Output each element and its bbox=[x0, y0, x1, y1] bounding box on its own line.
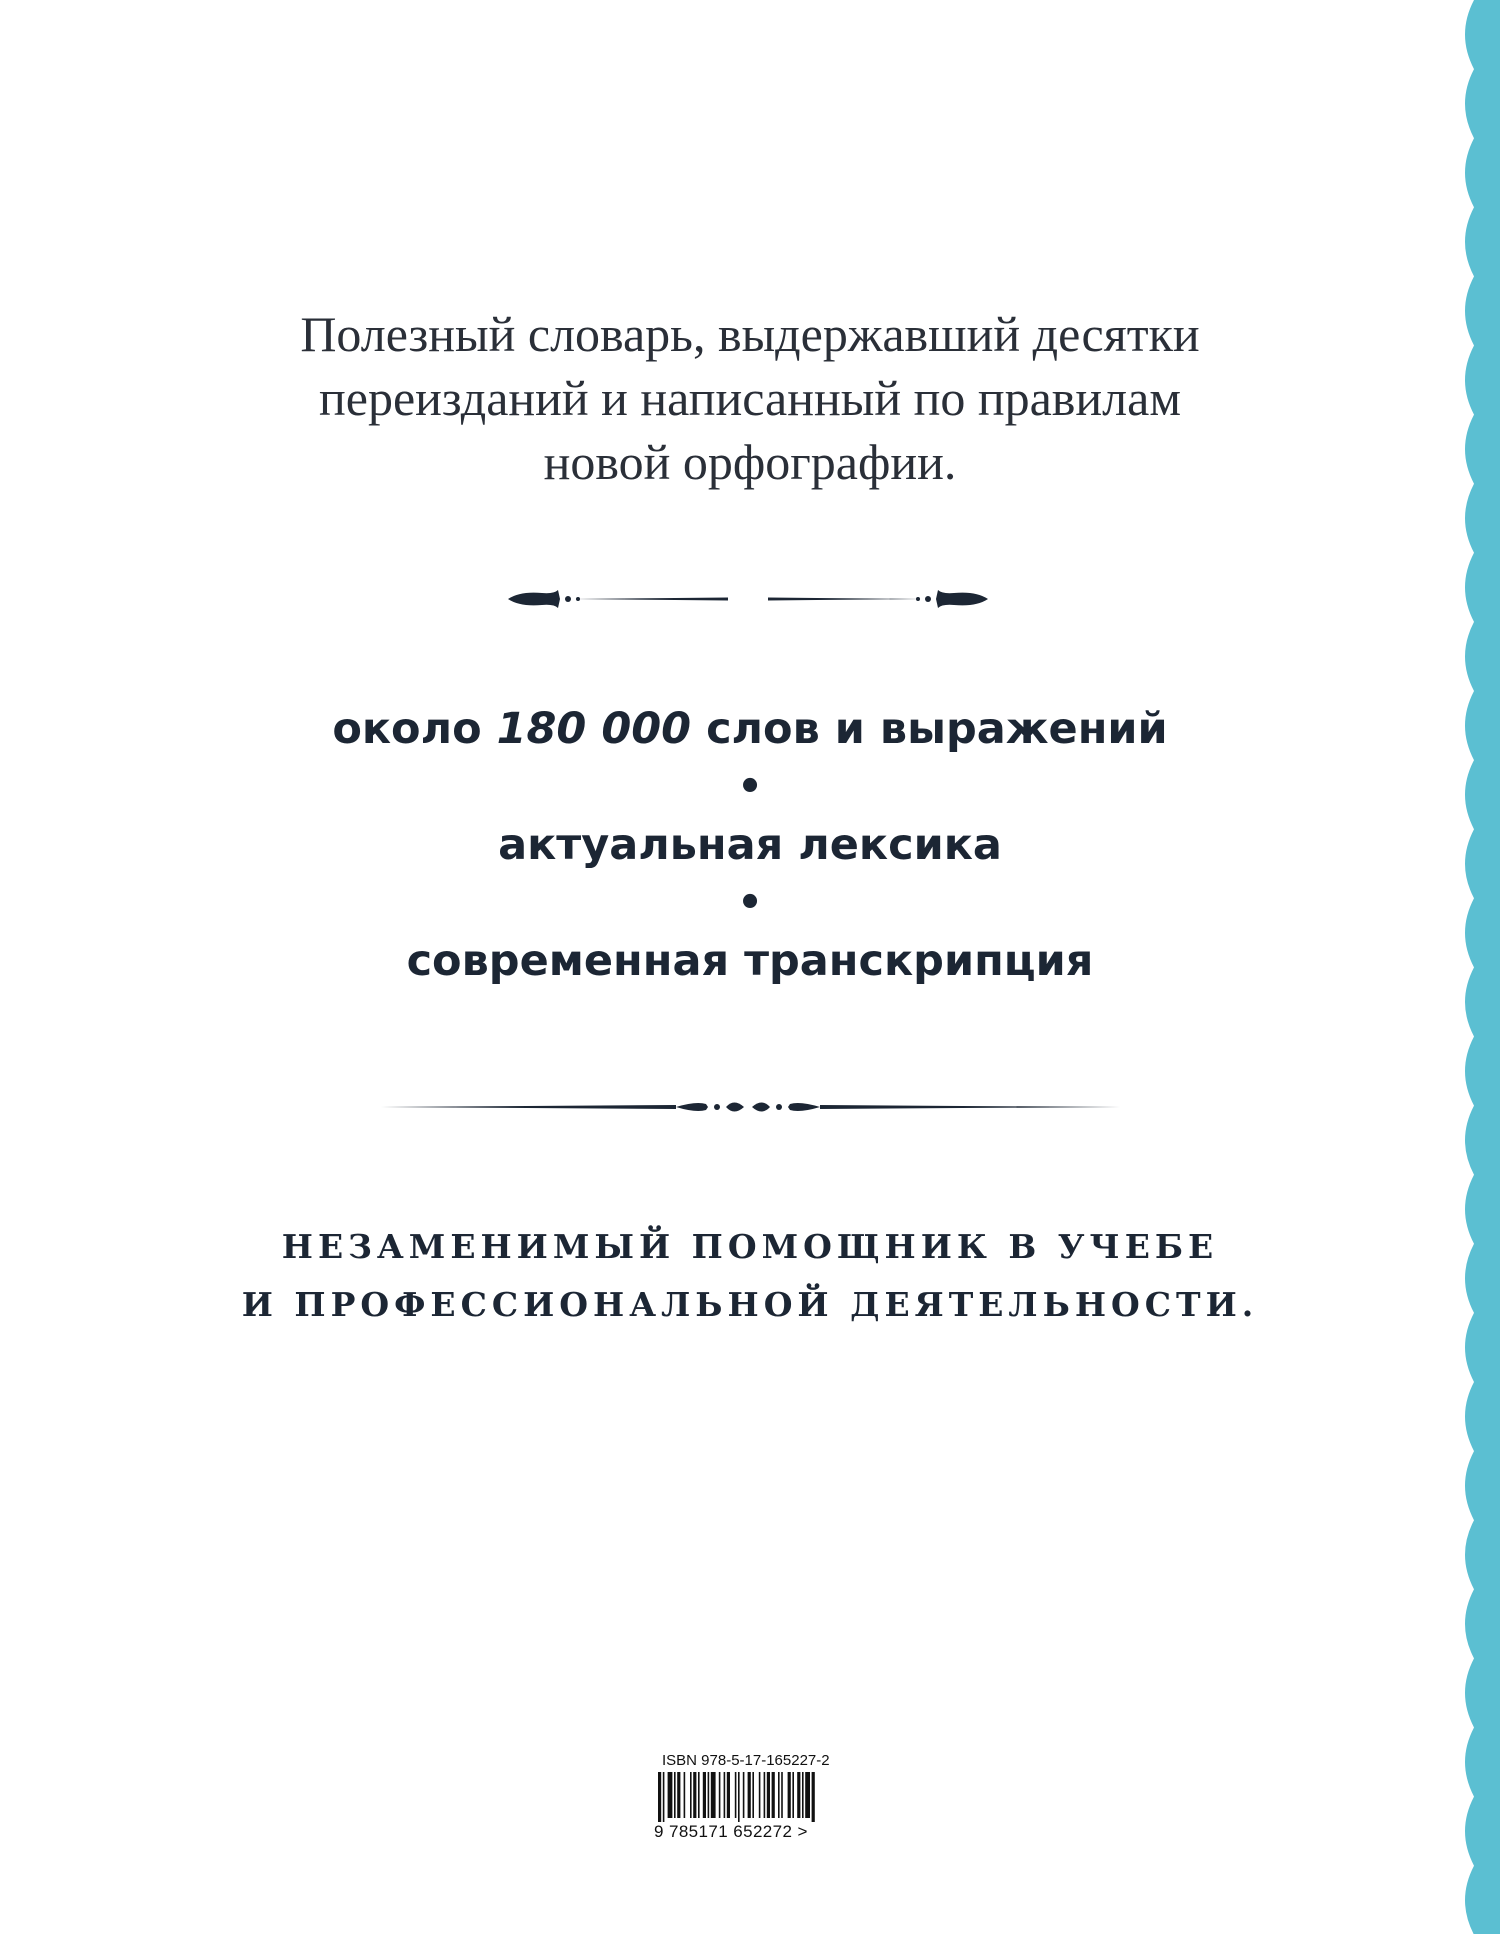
flourish-divider-icon bbox=[508, 582, 988, 616]
tagline-line: И ПРОФЕССИОНАЛЬНОЙ ДЕЯТЕЛЬНОСТИ. bbox=[241, 1285, 1259, 1324]
intro-line: Полезный словарь, выдержавший десятки bbox=[300, 306, 1200, 362]
intro-paragraph bbox=[0, 302, 1500, 494]
tagline-line: НЕЗАМЕНИМЫЙ ПОМОЩНИК В УЧЕБЕ bbox=[281, 1227, 1219, 1266]
feature-word-count: около 180 000 слов и выражений bbox=[332, 704, 1168, 754]
intro-line: переизданий и написанный по правилам bbox=[319, 370, 1181, 426]
isbn-barcode bbox=[654, 1752, 868, 1842]
bullet-separator: • bbox=[737, 880, 763, 926]
word-count-number: 180 000 bbox=[496, 704, 692, 754]
barcode-digits: 9 785171 652272 > bbox=[654, 1822, 808, 1841]
bullet-separator: • bbox=[737, 764, 763, 810]
feature-transcription: современная транскрипция bbox=[406, 936, 1094, 986]
isbn-label: ISBN 978-5-17-165227-2 bbox=[662, 1752, 830, 1769]
tagline bbox=[0, 1218, 1500, 1334]
flourish-divider-icon bbox=[376, 1094, 1120, 1120]
feature-list bbox=[0, 700, 1500, 990]
barcode-icon bbox=[658, 1772, 862, 1822]
intro-line: новой орфографии. bbox=[543, 434, 957, 490]
feature-vocabulary: актуальная лексика bbox=[498, 820, 1002, 870]
